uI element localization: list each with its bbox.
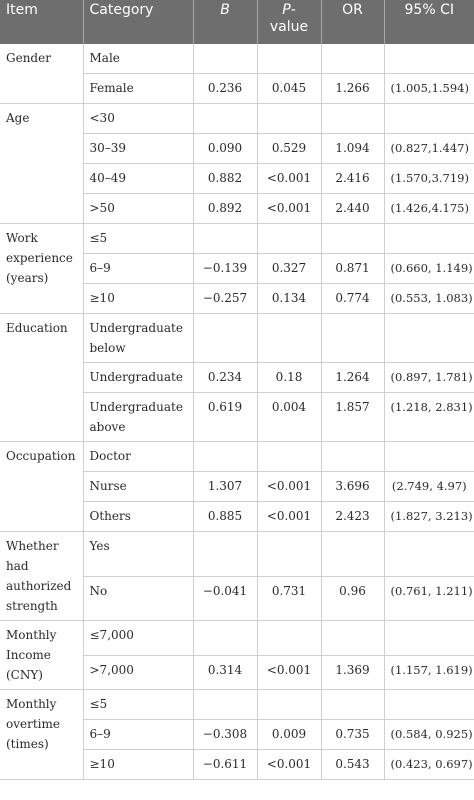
- ci-cell: (1.426,4.175): [384, 194, 474, 224]
- table-row: [0, 224, 474, 254]
- category-cell: >50: [83, 194, 193, 224]
- category-cell: Male: [83, 44, 193, 74]
- b-cell: [193, 104, 257, 134]
- p-value-cell: 0.327: [257, 254, 321, 284]
- category-cell: ≥10: [83, 284, 193, 314]
- or-cell: [321, 314, 384, 363]
- category-cell: Undergraduate below: [83, 314, 193, 363]
- p-value-cell: 0.18: [257, 363, 321, 393]
- b-cell: −0.041: [193, 576, 257, 621]
- category-cell: 6–9: [83, 254, 193, 284]
- table-row: [0, 44, 474, 74]
- or-cell: [321, 621, 384, 656]
- p-value-cell: [257, 104, 321, 134]
- ci-cell: (0.761, 1.211): [384, 576, 474, 621]
- item-cell: Whether had authorized strength: [0, 532, 83, 621]
- or-cell: [321, 442, 384, 472]
- b-cell: [193, 621, 257, 656]
- category-cell: Undergraduate: [83, 363, 193, 393]
- ci-cell: (1.005,1.594): [384, 74, 474, 104]
- category-cell: <30: [83, 104, 193, 134]
- header-category: Category: [83, 0, 193, 44]
- or-cell: 2.416: [321, 164, 384, 194]
- b-cell: [193, 532, 257, 577]
- ci-cell: [384, 44, 474, 74]
- category-cell: ≤7,000: [83, 621, 193, 656]
- header-row: [0, 0, 474, 44]
- ci-cell: [384, 104, 474, 134]
- b-cell: 0.090: [193, 134, 257, 164]
- ci-cell: (1.218, 2.831): [384, 393, 474, 442]
- category-cell: Nurse: [83, 472, 193, 502]
- category-cell: No: [83, 576, 193, 621]
- or-cell: 1.264: [321, 363, 384, 393]
- ci-cell: (1.827, 3.213): [384, 502, 474, 532]
- or-cell: 0.543: [321, 750, 384, 780]
- or-cell: 2.423: [321, 502, 384, 532]
- table-row: [0, 442, 474, 472]
- b-cell: 0.882: [193, 164, 257, 194]
- b-cell: −0.139: [193, 254, 257, 284]
- ci-cell: [384, 532, 474, 577]
- b-cell: [193, 224, 257, 254]
- p-value-cell: 0.529: [257, 134, 321, 164]
- ci-cell: (0.423, 0.697): [384, 750, 474, 780]
- p-value-cell: 0.045: [257, 74, 321, 104]
- ci-cell: [384, 314, 474, 363]
- ci-cell: [384, 442, 474, 472]
- or-cell: [321, 690, 384, 720]
- item-cell: Work experience (years): [0, 224, 83, 314]
- ci-cell: (0.584, 0.925): [384, 720, 474, 750]
- or-cell: [321, 224, 384, 254]
- or-cell: 0.871: [321, 254, 384, 284]
- p-value-cell: <0.001: [257, 472, 321, 502]
- or-cell: 2.440: [321, 194, 384, 224]
- or-cell: 1.369: [321, 655, 384, 690]
- p-value-cell: <0.001: [257, 655, 321, 690]
- item-cell: Age: [0, 104, 83, 224]
- header-ci: 95% CI: [384, 0, 474, 44]
- category-cell: ≤5: [83, 224, 193, 254]
- p-value-cell: 0.731: [257, 576, 321, 621]
- ci-cell: [384, 690, 474, 720]
- p-value-cell: [257, 44, 321, 74]
- category-cell: 6–9: [83, 720, 193, 750]
- b-cell: [193, 690, 257, 720]
- b-cell: 0.885: [193, 502, 257, 532]
- or-cell: 0.735: [321, 720, 384, 750]
- ci-cell: (0.897, 1.781): [384, 363, 474, 393]
- p-value-cell: <0.001: [257, 502, 321, 532]
- or-cell: [321, 532, 384, 577]
- b-cell: [193, 44, 257, 74]
- category-cell: ≥10: [83, 750, 193, 780]
- ci-cell: (0.553, 1.083): [384, 284, 474, 314]
- item-cell: Education: [0, 314, 83, 442]
- table-row: [0, 314, 474, 363]
- or-cell: 0.774: [321, 284, 384, 314]
- p-value-cell: [257, 532, 321, 577]
- table-row: [0, 532, 474, 577]
- or-cell: 0.96: [321, 576, 384, 621]
- item-cell: Gender: [0, 44, 83, 104]
- category-cell: ≤5: [83, 690, 193, 720]
- category-cell: Female: [83, 74, 193, 104]
- b-cell: 0.234: [193, 363, 257, 393]
- p-value-cell: <0.001: [257, 194, 321, 224]
- header-item: Item: [0, 0, 83, 44]
- ci-cell: [384, 224, 474, 254]
- p-value-cell: [257, 442, 321, 472]
- b-cell: [193, 442, 257, 472]
- b-cell: 0.892: [193, 194, 257, 224]
- p-value-cell: [257, 224, 321, 254]
- item-cell: Monthly Income (CNY): [0, 621, 83, 690]
- b-cell: [193, 314, 257, 363]
- or-cell: [321, 44, 384, 74]
- p-value-cell: [257, 314, 321, 363]
- table-row: [0, 621, 474, 656]
- or-cell: 3.696: [321, 472, 384, 502]
- category-cell: Others: [83, 502, 193, 532]
- ci-cell: (2.749, 4.97): [384, 472, 474, 502]
- p-value-cell: 0.004: [257, 393, 321, 442]
- or-cell: 1.857: [321, 393, 384, 442]
- category-cell: Undergraduate above: [83, 393, 193, 442]
- or-cell: [321, 104, 384, 134]
- category-cell: >7,000: [83, 655, 193, 690]
- item-cell: Monthly overtime (times): [0, 690, 83, 780]
- or-cell: 1.094: [321, 134, 384, 164]
- or-cell: 1.266: [321, 74, 384, 104]
- ci-cell: (1.157, 1.619): [384, 655, 474, 690]
- b-cell: −0.257: [193, 284, 257, 314]
- category-cell: Yes: [83, 532, 193, 577]
- category-cell: 40–49: [83, 164, 193, 194]
- header-p-value: P- value: [257, 0, 321, 44]
- p-value-cell: [257, 690, 321, 720]
- category-cell: 30–39: [83, 134, 193, 164]
- b-cell: −0.308: [193, 720, 257, 750]
- b-cell: −0.611: [193, 750, 257, 780]
- item-cell: Occupation: [0, 442, 83, 532]
- header-b: B: [193, 0, 257, 44]
- p-value-cell: 0.134: [257, 284, 321, 314]
- table-header: [0, 0, 474, 44]
- ci-cell: (1.570,3.719): [384, 164, 474, 194]
- p-value-cell: <0.001: [257, 750, 321, 780]
- ci-cell: (0.660, 1.149): [384, 254, 474, 284]
- header-or: OR: [321, 0, 384, 44]
- b-cell: 0.619: [193, 393, 257, 442]
- p-value-cell: 0.009: [257, 720, 321, 750]
- b-cell: 0.236: [193, 74, 257, 104]
- b-cell: 0.314: [193, 655, 257, 690]
- ci-cell: [384, 621, 474, 656]
- category-cell: Doctor: [83, 442, 193, 472]
- p-value-cell: [257, 621, 321, 656]
- table-row: [0, 104, 474, 134]
- p-value-cell: <0.001: [257, 164, 321, 194]
- b-cell: 1.307: [193, 472, 257, 502]
- table-row: [0, 690, 474, 720]
- ci-cell: (0.827,1.447): [384, 134, 474, 164]
- table-body: [0, 44, 474, 780]
